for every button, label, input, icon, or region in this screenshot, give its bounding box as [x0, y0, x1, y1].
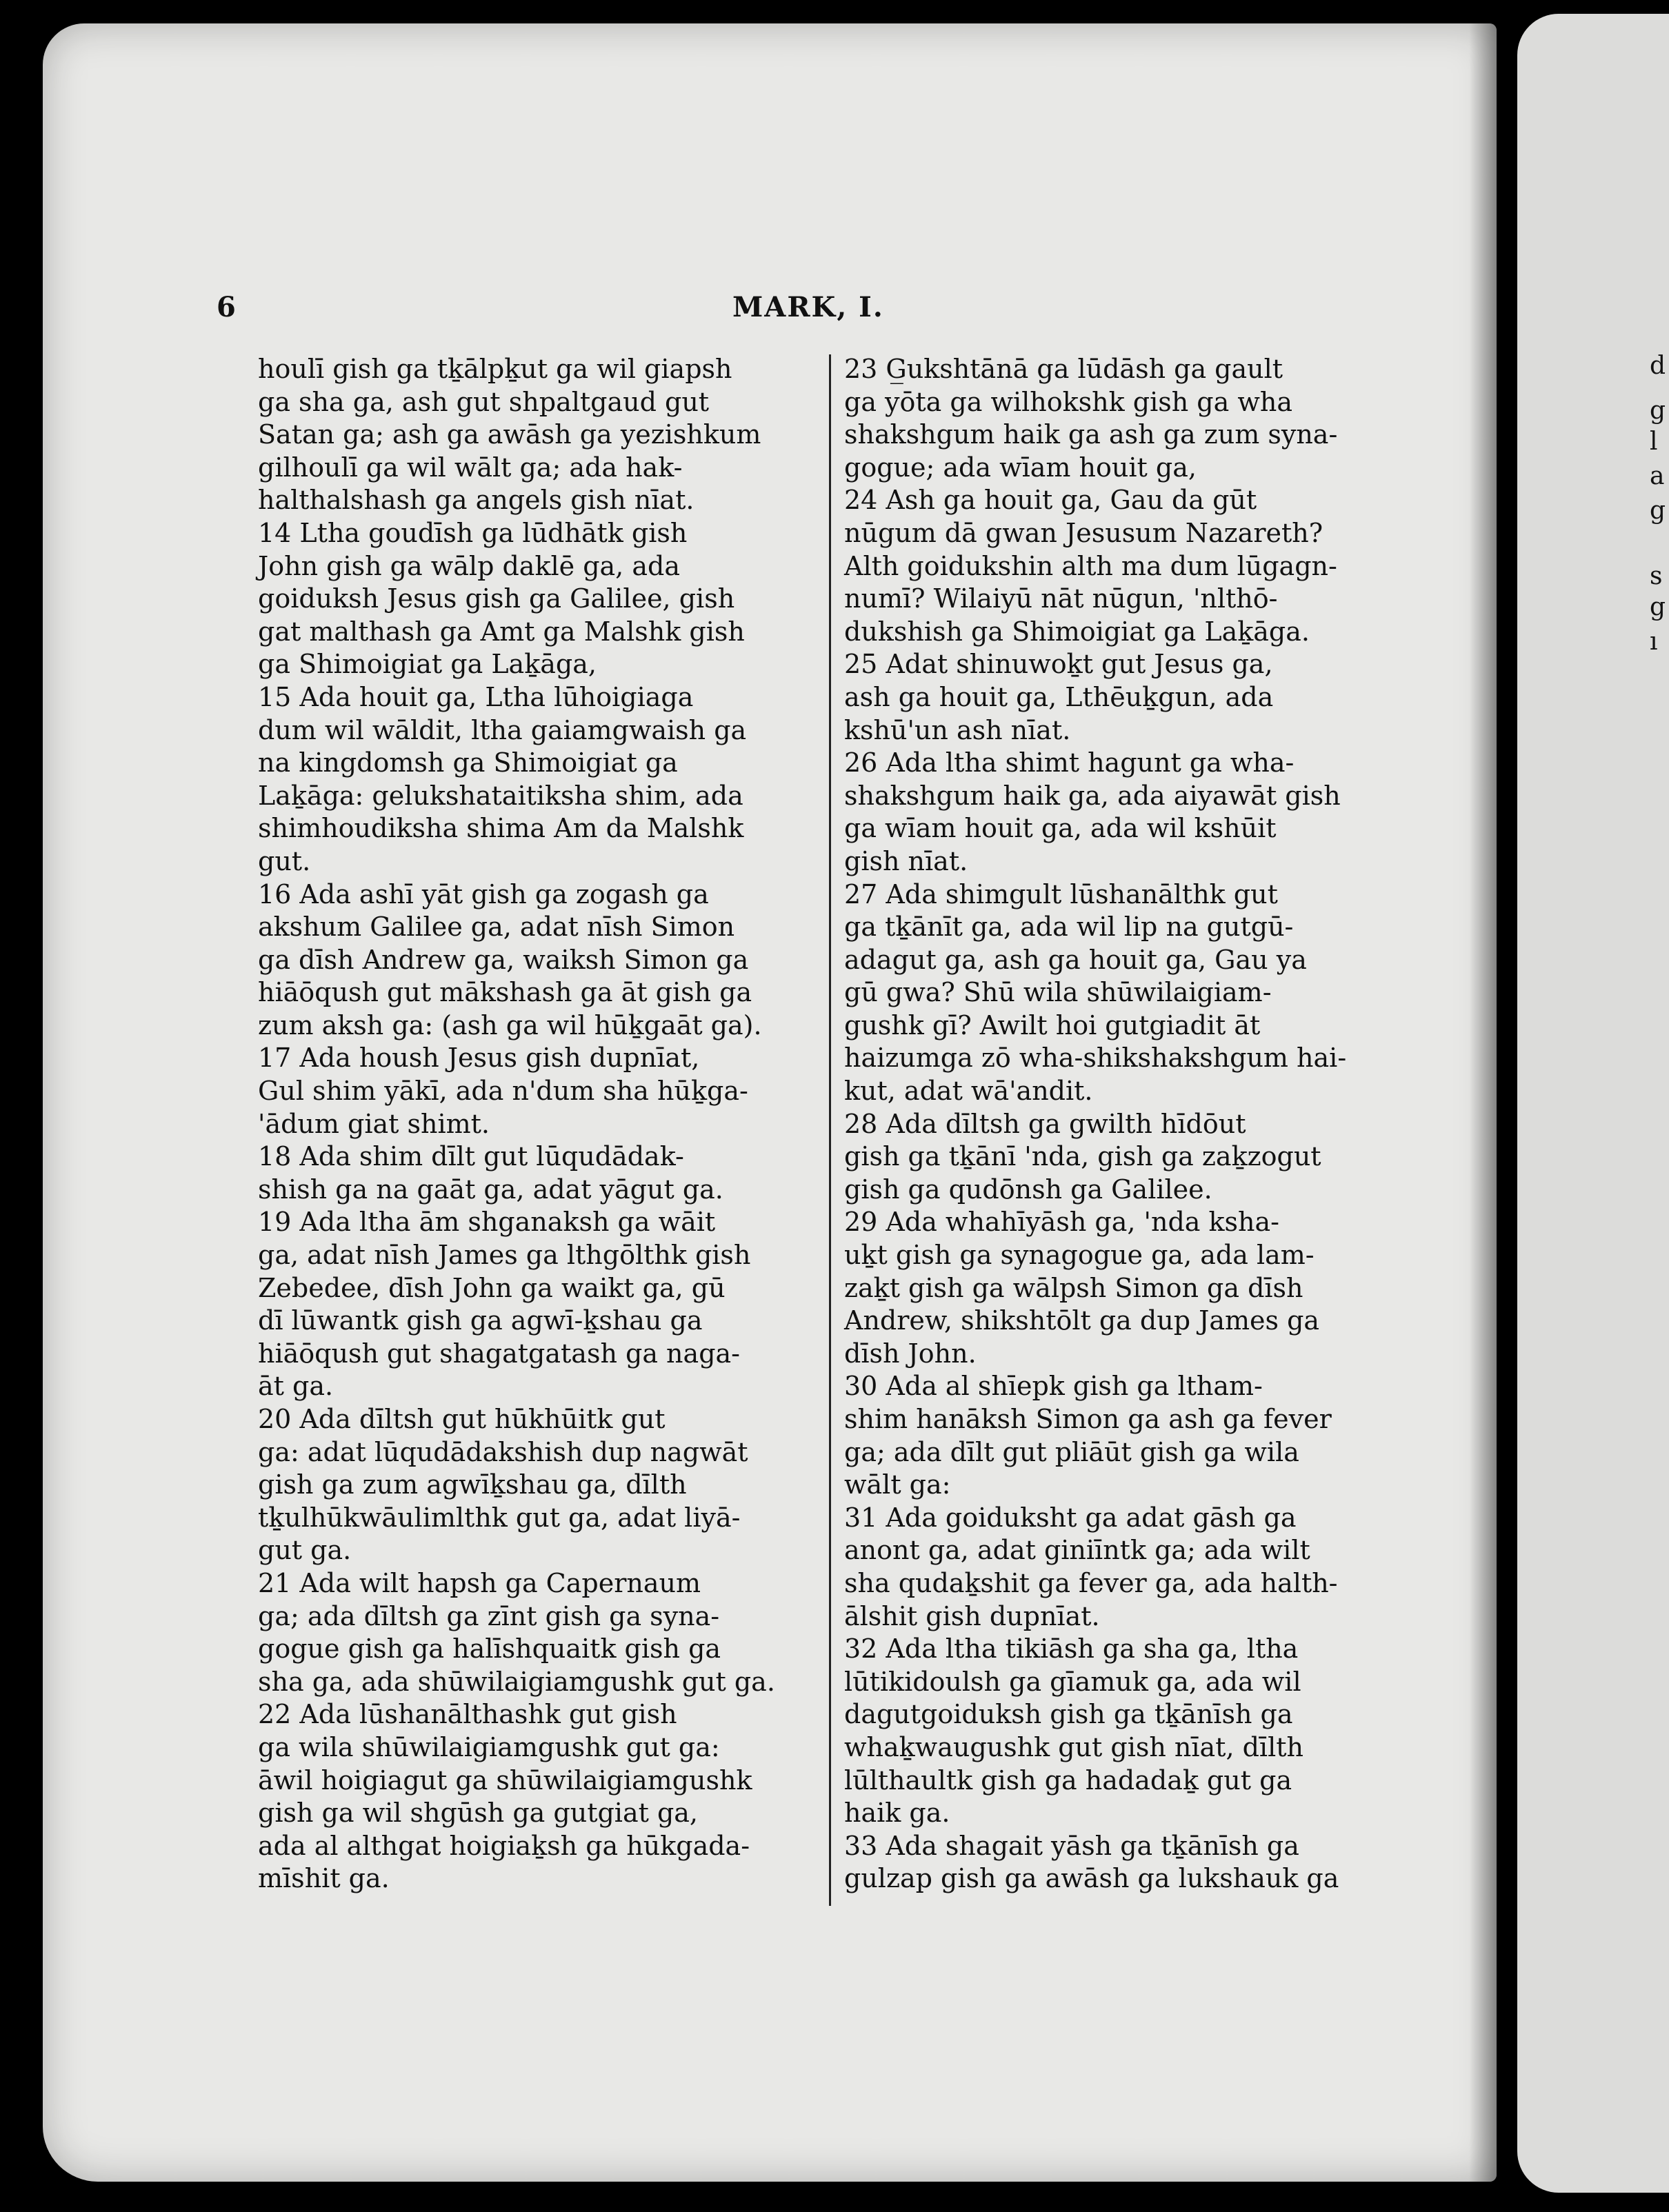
text-line: 32 Ada ltha tikiāsh ga sha ga, ltha — [844, 1633, 1299, 1665]
edge-char: a — [1650, 462, 1665, 490]
text-line: ga wila shūwilaigiamgushk gut ga: — [258, 1731, 720, 1762]
text-line: wālt ga: — [844, 1469, 951, 1500]
text-line: ga; ada dīlt gut pliāūt gish ga wila — [844, 1436, 1299, 1467]
text-line: Laḵāga: gelukshataitiksha shim, ada — [258, 780, 743, 811]
edge-char: s — [1650, 562, 1663, 590]
text-line: 26 Ada ltha shimt hagunt ga wha- — [844, 747, 1295, 778]
text-line: gish ga zum agwīḵshau ga, dīlth — [258, 1469, 687, 1500]
text-line: sha ga, ada shūwilaigiamgushk gut ga. — [258, 1666, 775, 1697]
text-line: 29 Ada whahīyāsh ga, 'nda ksha- — [844, 1207, 1280, 1238]
text-line: mīshit ga. — [258, 1863, 390, 1894]
text-line: goiduksh Jesus gish ga Galilee, gish — [258, 583, 735, 614]
text-line: sha qudaḵshit ga fever ga, ada halth- — [844, 1567, 1338, 1598]
text-line: whaḵwaugushk gut gish nīat, dīlth — [844, 1731, 1303, 1762]
text-line: zum aksh ga: (ash ga wil hūḵgaāt ga). — [258, 1009, 762, 1040]
text-line: ga wīam houit ga, ada wil kshūit — [844, 813, 1277, 844]
text-line: lūtikidoulsh ga gīamuk ga, ada wil — [844, 1666, 1301, 1697]
edge-char: g — [1650, 396, 1666, 425]
text-line: uḵt gish ga synagogue ga, ada lam- — [844, 1240, 1315, 1271]
text-line: gut. — [258, 845, 311, 876]
text-line: ga, adat nīsh James ga lthgōlthk gish — [258, 1240, 751, 1271]
text-line: gut ga. — [258, 1535, 352, 1566]
text-line: 24 Ash ga houit ga, Gau da gūt — [844, 485, 1257, 516]
edge-char: ı — [1650, 627, 1658, 656]
text-line: gū gwa? Shū wila shūwilaigiam- — [844, 977, 1272, 1008]
text-line: ash ga houit ga, Lthēuḵgun, ada — [844, 681, 1274, 712]
text-line: 28 Ada dīltsh ga gwilth hīdōut — [844, 1108, 1246, 1139]
text-line: ga dīsh Andrew ga, waiksh Simon ga — [258, 944, 749, 975]
text-line: haik ga. — [844, 1798, 950, 1829]
text-line: 15 Ada houit ga, Ltha lūhoigiaga — [258, 681, 694, 712]
text-line: dum wil wāldit, ltha gaiamgwaish ga — [258, 714, 747, 745]
text-line: Alth goidukshin alth ma dum lūgagn- — [844, 550, 1337, 581]
text-line: numī? Wilaiyū nāt nūgun, 'nlthō- — [844, 583, 1278, 614]
page-header — [43, 291, 1497, 332]
text-line: gish ga tḵānī 'nda, gish ga zaḵzogut — [844, 1141, 1321, 1172]
text-line: 14 Ltha goudīsh ga lūdhātk gish — [258, 517, 688, 548]
text-line: 17 Ada housh Jesus gish dupnīat, — [258, 1043, 700, 1074]
text-line: houlī gish ga tḵālpḵut ga wil giapsh — [258, 354, 732, 384]
text-line: anont ga, adat giniīntk ga; ada wilt — [844, 1535, 1310, 1566]
column-divider — [829, 354, 831, 1906]
text-line: 22 Ada lūshanālthashk gut gish — [258, 1699, 677, 1730]
text-line: 21 Ada wilt hapsh ga Capernaum — [258, 1567, 701, 1598]
text-line: gish ga wil shgūsh ga gutgiat ga, — [258, 1798, 699, 1829]
text-line: kut, adat wā'andit. — [844, 1076, 1093, 1107]
text-line: shish ga na gaāt ga, adat yāgut ga. — [258, 1174, 723, 1205]
text-line: ālshit gish dupnīat. — [844, 1600, 1100, 1631]
text-line: 16 Ada ashī yāt gish ga zogash ga — [258, 878, 709, 909]
book-page — [43, 23, 1497, 2182]
text-line: dī lūwantk gish ga agwī-ḵshau ga — [258, 1305, 703, 1336]
text-line: Andrew, shikshtōlt ga dup James ga — [844, 1305, 1320, 1336]
text-line: shakshgum haik ga, ada aiyawāt gish — [844, 780, 1341, 811]
running-head: MARK, I. — [732, 291, 884, 323]
text-line: na kingdomsh ga Shimoigiat ga — [258, 747, 678, 778]
text-line: ga sha ga, ash gut shpaltgaud gut — [258, 386, 710, 417]
text-line: gilhoulī ga wil wālt ga; ada hak- — [258, 452, 683, 483]
text-line: dukshish ga Shimoigiat ga Laḵāga. — [844, 616, 1310, 647]
text-line: Gul shim yākī, ada n'dum sha hūḵga- — [258, 1076, 748, 1107]
text-line: shakshgum haik ga ash ga zum syna- — [844, 419, 1338, 450]
text-line: gulzap gish ga awāsh ga lukshauk ga — [844, 1863, 1339, 1894]
text-line: gish nīat. — [844, 845, 968, 876]
text-line: 27 Ada shimgult lūshanālthk gut — [844, 878, 1278, 909]
text-line: ada al althgat hoigiaḵsh ga hūkgada- — [258, 1830, 750, 1861]
text-line: dīsh John. — [844, 1338, 977, 1369]
right-column — [844, 353, 1383, 1896]
text-line: shimhoudiksha shima Am da Malshk — [258, 813, 744, 844]
text-line: ga tḵānīt ga, ada wil lip na gutgū- — [844, 912, 1294, 943]
page-number: 6 — [217, 291, 236, 323]
text-line: hiāōqush gut shagatgatash ga naga- — [258, 1338, 741, 1369]
text-line: shim hanāksh Simon ga ash ga fever — [844, 1404, 1332, 1434]
edge-char: l — [1650, 428, 1658, 456]
text-line: ga; ada dīltsh ga zīnt gish ga syna- — [258, 1600, 720, 1631]
text-line: haizumga zō wha-shikshakshgum hai- — [844, 1043, 1347, 1074]
text-line: 23 G̲ukshtānā ga lūdāsh ga gault — [844, 354, 1283, 384]
text-line: akshum Galilee ga, adat nīsh Simon — [258, 912, 735, 943]
left-column — [258, 353, 818, 1896]
text-line: 19 Ada ltha ām shganaksh ga wāit — [258, 1207, 716, 1238]
text-line: 31 Ada goiduksht ga adat gāsh ga — [844, 1502, 1297, 1533]
text-line: lūlthaultk gish ga hadadaḵ gut ga — [844, 1764, 1292, 1796]
edge-char: d — [1650, 352, 1666, 380]
text-line: gogue gish ga halīshquaitk gish ga — [258, 1633, 721, 1665]
text-line: Zebedee, dīsh John ga waikt ga, gū — [258, 1272, 726, 1303]
text-line: ga yōta ga wilhokshk gish ga wha — [844, 386, 1293, 417]
text-line: 30 Ada al shīepk gish ga ltham- — [844, 1371, 1263, 1402]
text-line: gish ga qudōnsh ga Galilee. — [844, 1174, 1212, 1205]
text-line: 20 Ada dīltsh gut hūkhūitk gut — [258, 1404, 666, 1434]
text-line: hiāōqush gut mākshash ga āt gish ga — [258, 977, 752, 1008]
text-line: 'ādum giat shimt. — [258, 1108, 490, 1139]
text-line: zaḵt gish ga wālpsh Simon ga dīsh — [844, 1272, 1303, 1303]
text-line: 18 Ada shim dīlt gut lūqudādak- — [258, 1141, 684, 1172]
text-line: kshū'un ash nīat. — [844, 714, 1071, 745]
text-line: John gish ga wālp daklē ga, ada — [258, 550, 680, 581]
text-line: āwil hoigiagut ga shūwilaigiamgushk — [258, 1764, 752, 1796]
text-line: gat malthash ga Amt ga Malshk gish — [258, 616, 745, 647]
text-line: nūgum dā gwan Jesusum Nazareth? — [844, 517, 1323, 548]
text-line: dagutgoiduksh gish ga tḵānīsh ga — [844, 1699, 1293, 1730]
edge-char: g — [1650, 496, 1666, 525]
text-line: 25 Adat shinuwoḵt gut Jesus ga, — [844, 649, 1273, 680]
text-line: 33 Ada shagait yāsh ga tḵānīsh ga — [844, 1830, 1299, 1861]
next-page-edge — [1517, 14, 1669, 2193]
page-shadow — [1469, 23, 1497, 2182]
text-line: tḵulhūkwāulimlthk gut ga, adat liyā- — [258, 1502, 741, 1533]
text-line: āt ga. — [258, 1371, 334, 1402]
text-line: halthalshash ga angels gish nīat. — [258, 485, 694, 516]
text-line: adagut ga, ash ga houit ga, Gau ya — [844, 944, 1307, 975]
text-line: ga Shimoigiat ga Laḵāga, — [258, 649, 597, 680]
text-line: ga: adat lūqudādakshish dup nagwāt — [258, 1436, 748, 1467]
edge-char: g — [1650, 593, 1666, 621]
text-line: Satan ga; ash ga awāsh ga yezishkum — [258, 419, 761, 450]
text-line: gogue; ada wīam houit ga, — [844, 452, 1197, 483]
text-line: gushk gī? Awilt hoi gutgiadit āt — [844, 1009, 1261, 1040]
